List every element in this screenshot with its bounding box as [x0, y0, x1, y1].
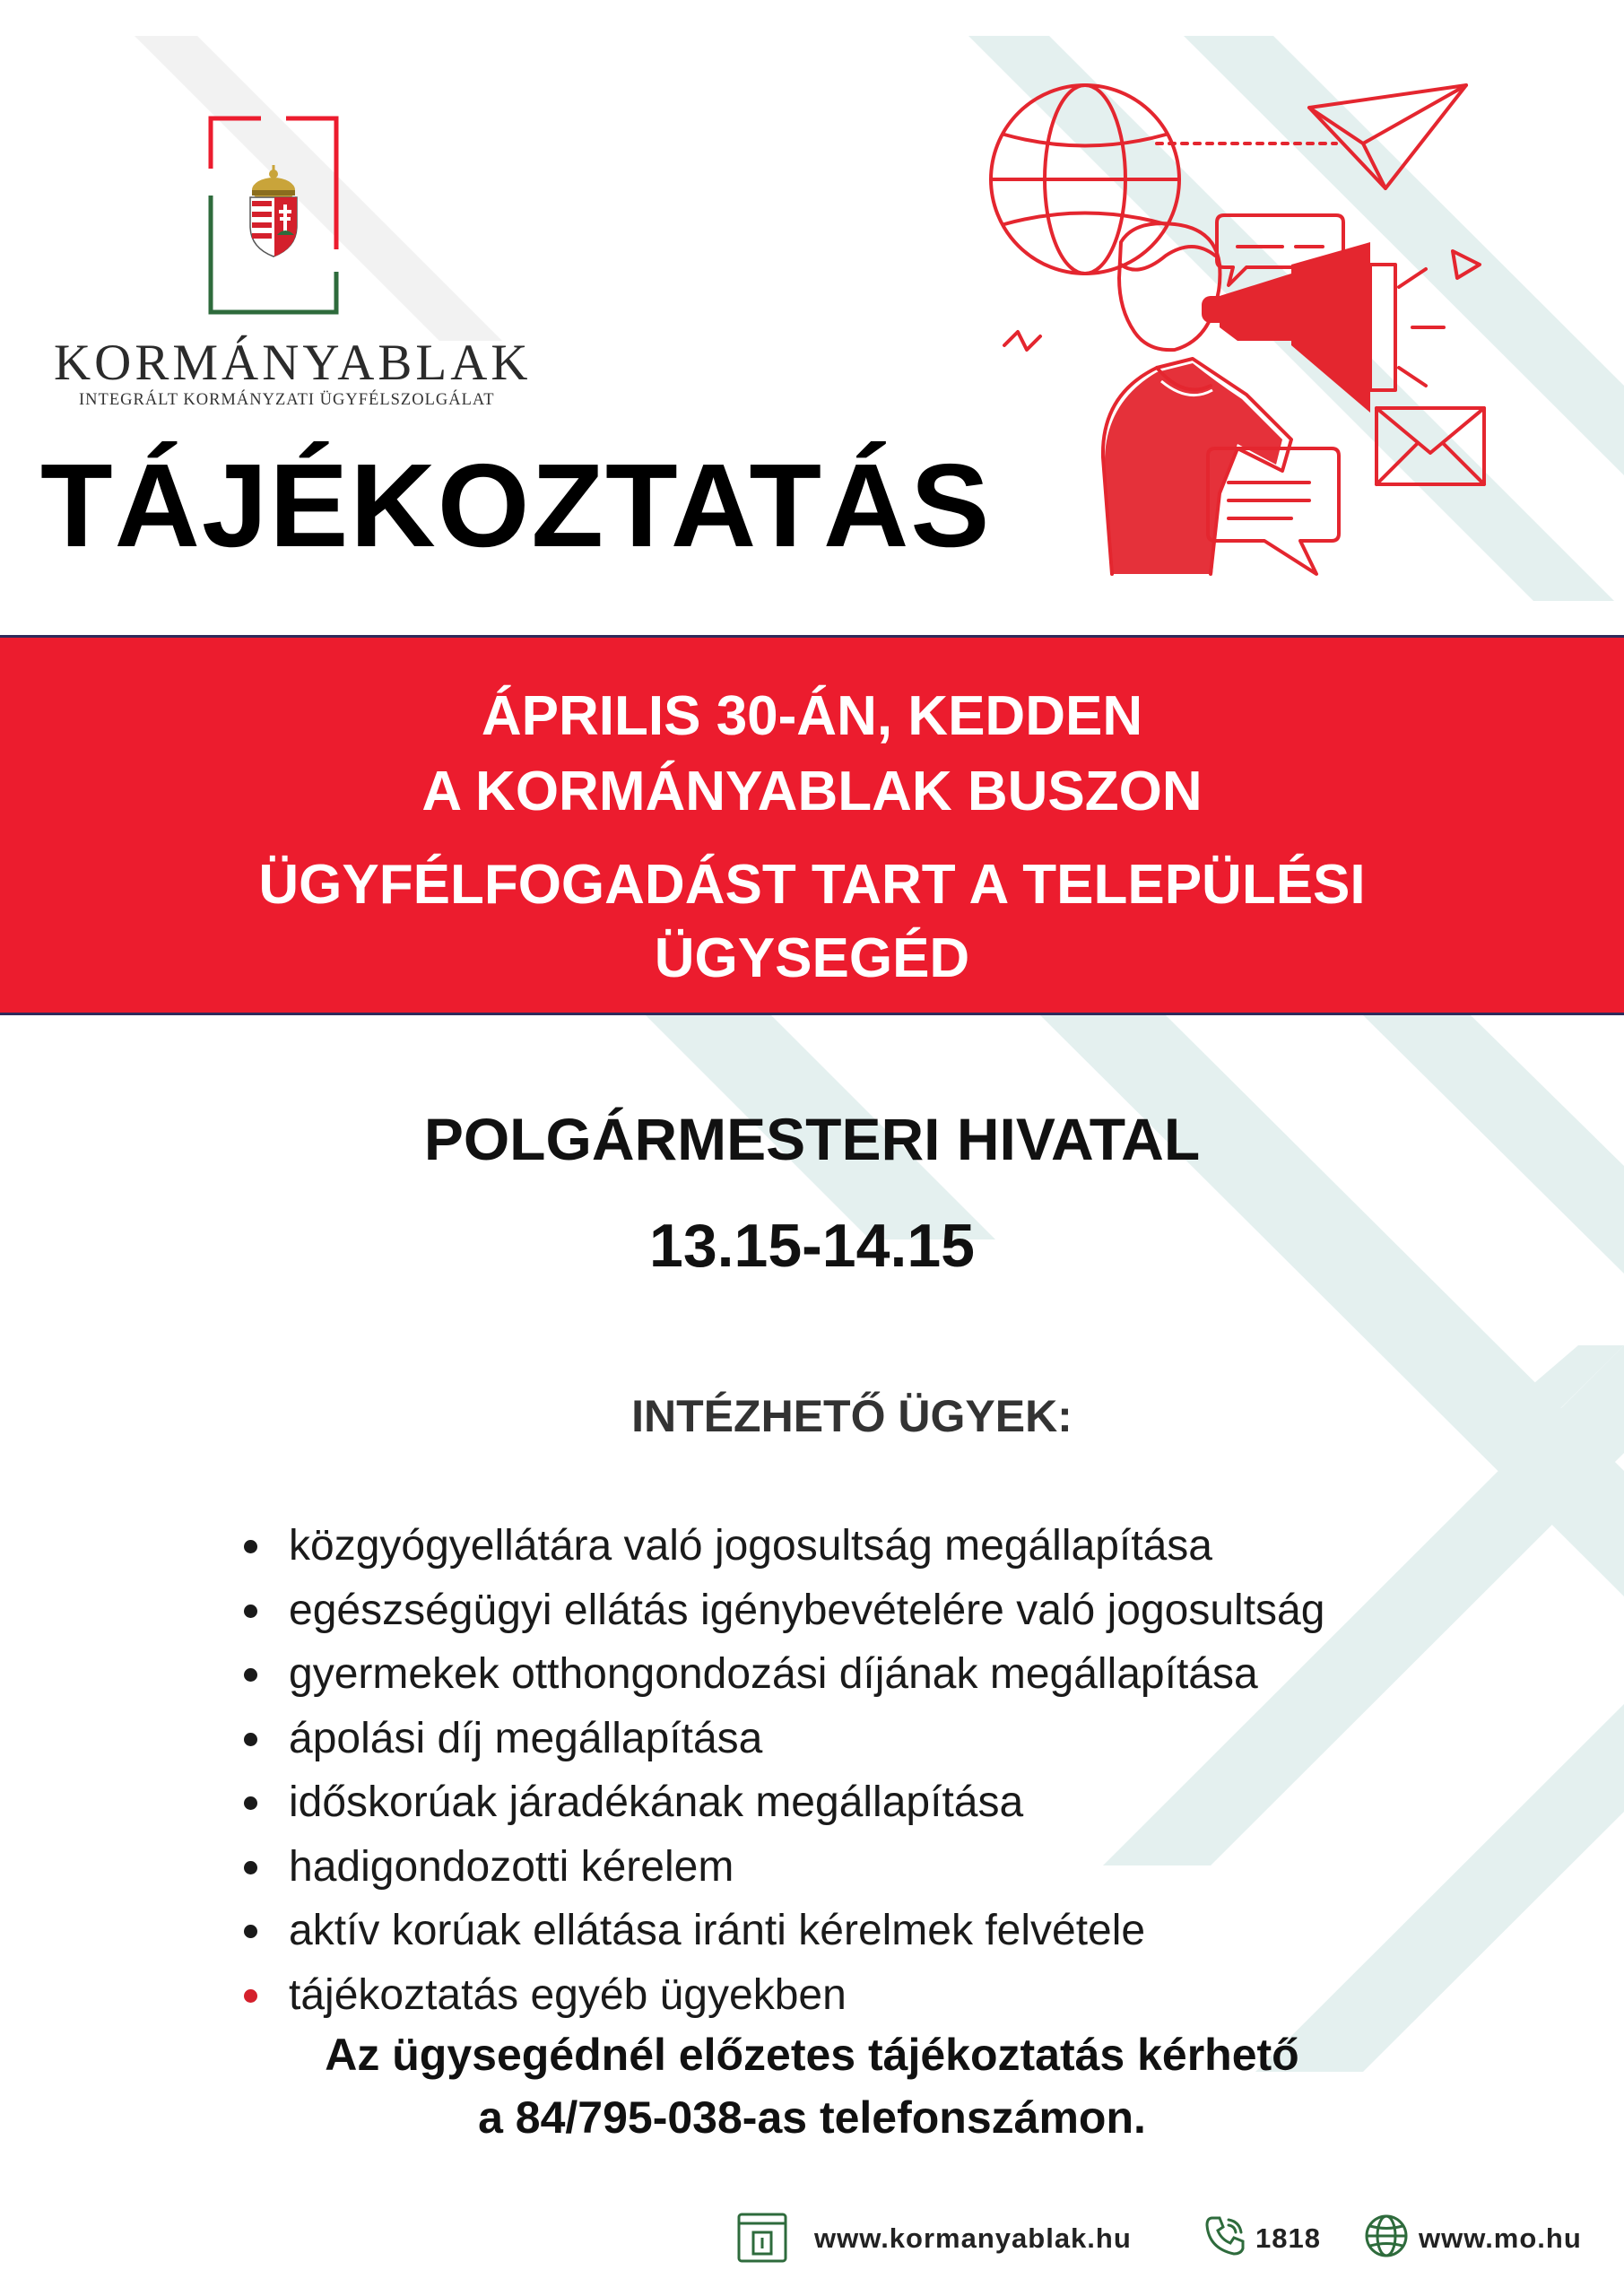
list-item: ápolási díj megállapítása: [233, 1707, 1533, 1771]
megaphone-announcement-illustration: [977, 72, 1605, 628]
hungarian-coat-of-arms-icon: [250, 165, 297, 257]
bullet-icon: [244, 1796, 257, 1810]
contact-line-2: a 84/795-038-as telefonszámon.: [478, 2092, 1146, 2143]
bullet-icon: [244, 1540, 257, 1553]
envelope-icon: [1376, 408, 1484, 484]
services-list: [233, 1514, 1533, 2027]
coat-of-arms-logo: [202, 115, 345, 317]
bullet-icon: [244, 1989, 257, 2003]
bullet-icon: [244, 1605, 257, 1618]
banner-service-line1: ÜGYFÉLFOGADÁST TART A TELEPÜLÉSI: [258, 854, 1366, 916]
browser-window-icon: [735, 2211, 789, 2265]
logo-subtitle: INTEGRÁLT KORMÁNYZATI ÜGYFÉLSZOLGÁLAT: [79, 391, 495, 409]
banner-service-line2: ÜGYSEGÉD: [654, 927, 970, 989]
phone-icon: [1202, 2213, 1248, 2259]
services-heading: INTÉZHETŐ ÜGYEK:: [631, 1391, 1073, 1441]
announcement-banner: [0, 635, 1624, 1015]
bullet-icon: [244, 1733, 257, 1746]
location: POLGÁRMESTERI HIVATAL: [423, 1106, 1201, 1172]
page-title: TÁJÉKOZTATÁS: [40, 439, 992, 571]
list-item: aktív korúak ellátása iránti kérelmek felvétele: [233, 1899, 1533, 1963]
website-link[interactable]: www.kormanyablak.hu: [814, 2222, 1132, 2254]
list-item: hadigondozotti kérelem: [233, 1835, 1533, 1900]
banner-date: ÁPRILIS 30-ÁN, KEDDEN: [481, 685, 1143, 747]
globe-illustration-icon: [991, 85, 1179, 274]
list-item: tájékoztatás egyéb ügyekben: [233, 1963, 1533, 2028]
list-item: egészségügyi ellátás igénybevételére való jogosultság: [233, 1578, 1533, 1643]
list-item: közgyógyellátára való jogosultság megállapítása: [233, 1514, 1533, 1578]
list-item: gyermekek otthongondozási díjának megállapítása: [233, 1642, 1533, 1707]
reception-time: 13.15-14.15: [649, 1212, 975, 1280]
banner-venue: A KORMÁNYABLAK BUSZON: [421, 761, 1203, 822]
portal-link[interactable]: www.mo.hu: [1419, 2222, 1582, 2254]
globe-icon: [1363, 2213, 1410, 2259]
paper-plane-icon: [1309, 85, 1466, 188]
bullet-icon: [244, 1925, 257, 1938]
contact-line-1: Az ügysegédnél előzetes tájékoztatás kérhető: [325, 2030, 1299, 2080]
list-item: időskorúak járadékának megállapítása: [233, 1770, 1533, 1835]
logo-brand-name: KORMÁNYABLAK: [54, 335, 532, 391]
bullet-icon: [244, 1668, 257, 1682]
bullet-icon: [244, 1861, 257, 1874]
phone-number[interactable]: 1818: [1255, 2222, 1321, 2254]
